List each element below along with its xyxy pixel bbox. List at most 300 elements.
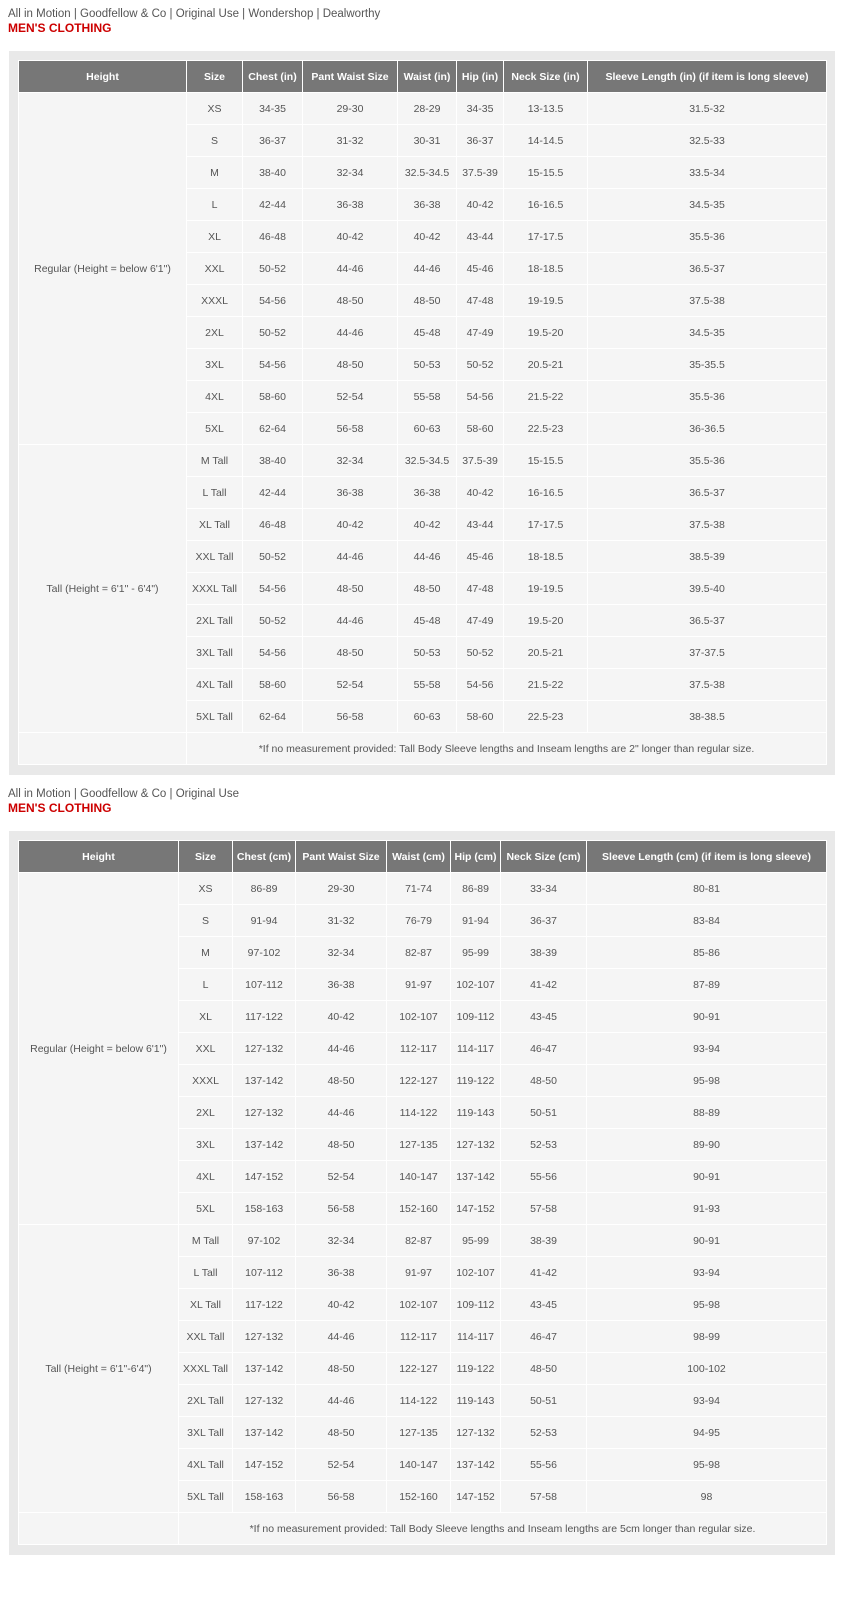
measurement-cell: 43-45 bbox=[501, 1001, 587, 1033]
size-cell: 3XL Tall bbox=[187, 637, 243, 669]
measurement-cell: 55-56 bbox=[501, 1449, 587, 1481]
size-cell: XL bbox=[179, 1001, 233, 1033]
measurement-cell: 102-107 bbox=[451, 969, 501, 1001]
table-row bbox=[19, 873, 827, 905]
size-cell: 4XL Tall bbox=[179, 1449, 233, 1481]
measurement-cell: 82-87 bbox=[387, 1225, 451, 1257]
measurement-cell: 33-34 bbox=[501, 873, 587, 905]
measurement-cell: 54-56 bbox=[243, 573, 303, 605]
table-row bbox=[19, 445, 827, 477]
measurement-cell: 56-58 bbox=[303, 701, 398, 733]
size-cell: XS bbox=[179, 873, 233, 905]
measurement-cell: 36-37 bbox=[457, 125, 504, 157]
column-header: Waist (in) bbox=[398, 61, 457, 93]
measurement-cell: 19-19.5 bbox=[504, 285, 588, 317]
column-header: Neck Size (cm) bbox=[501, 841, 587, 873]
measurement-cell: 40-42 bbox=[398, 509, 457, 541]
footnote: *If no measurement provided: Tall Body Sleeve lengths and Inseam lengths are 2" longer than regular size. bbox=[187, 733, 827, 765]
size-cell: 5XL bbox=[179, 1193, 233, 1225]
measurement-cell: 127-132 bbox=[233, 1097, 296, 1129]
measurement-cell: 102-107 bbox=[387, 1289, 451, 1321]
measurement-cell: 80-81 bbox=[587, 873, 827, 905]
measurement-cell: 18-18.5 bbox=[504, 541, 588, 573]
measurement-cell: 93-94 bbox=[587, 1385, 827, 1417]
footnote: *If no measurement provided: Tall Body Sleeve lengths and Inseam lengths are 5cm longer than regular size. bbox=[179, 1513, 827, 1545]
measurement-cell: 34-35 bbox=[243, 93, 303, 125]
measurement-cell: 40-42 bbox=[457, 477, 504, 509]
measurement-cell: 54-56 bbox=[457, 669, 504, 701]
size-cell: M bbox=[187, 157, 243, 189]
measurement-cell: 147-152 bbox=[451, 1193, 501, 1225]
size-cell: 3XL Tall bbox=[179, 1417, 233, 1449]
measurement-cell: 127-135 bbox=[387, 1129, 451, 1161]
measurement-cell: 34-35 bbox=[457, 93, 504, 125]
size-cell: 5XL bbox=[187, 413, 243, 445]
measurement-cell: 102-107 bbox=[387, 1001, 451, 1033]
measurement-cell: 50-52 bbox=[243, 253, 303, 285]
measurement-cell: 46-48 bbox=[243, 509, 303, 541]
measurement-cell: 91-94 bbox=[451, 905, 501, 937]
section-title: MEN'S CLOTHING bbox=[8, 21, 112, 35]
size-cell: L Tall bbox=[179, 1257, 233, 1289]
measurement-cell: 107-112 bbox=[233, 969, 296, 1001]
measurement-cell: 35.5-36 bbox=[588, 381, 827, 413]
size-cell: XXXL bbox=[179, 1065, 233, 1097]
measurement-cell: 37.5-38 bbox=[588, 285, 827, 317]
measurement-cell: 43-45 bbox=[501, 1289, 587, 1321]
size-cell: XXL bbox=[179, 1033, 233, 1065]
measurement-cell: 32.5-33 bbox=[588, 125, 827, 157]
measurement-cell: 58-60 bbox=[457, 701, 504, 733]
measurement-cell: 122-127 bbox=[387, 1353, 451, 1385]
measurement-cell: 37.5-39 bbox=[457, 445, 504, 477]
measurement-cell: 119-143 bbox=[451, 1385, 501, 1417]
measurement-cell: 19.5-20 bbox=[504, 605, 588, 637]
measurement-cell: 39.5-40 bbox=[588, 573, 827, 605]
measurement-cell: 42-44 bbox=[243, 189, 303, 221]
measurement-cell: 56-58 bbox=[303, 413, 398, 445]
measurement-cell: 52-54 bbox=[303, 381, 398, 413]
measurement-cell: 44-46 bbox=[303, 317, 398, 349]
column-header: Size bbox=[187, 61, 243, 93]
measurement-cell: 62-64 bbox=[243, 413, 303, 445]
measurement-cell: 97-102 bbox=[233, 1225, 296, 1257]
size-cell: XL bbox=[187, 221, 243, 253]
size-cell: M Tall bbox=[179, 1225, 233, 1257]
size-cell: 3XL bbox=[187, 349, 243, 381]
size-chart-inches-table bbox=[18, 60, 827, 765]
size-cell: 4XL Tall bbox=[187, 669, 243, 701]
measurement-cell: 109-112 bbox=[451, 1001, 501, 1033]
measurement-cell: 13-13.5 bbox=[504, 93, 588, 125]
measurement-cell: 107-112 bbox=[233, 1257, 296, 1289]
measurement-cell: 97-102 bbox=[233, 937, 296, 969]
measurement-cell: 117-122 bbox=[233, 1289, 296, 1321]
column-header: Pant Waist Size bbox=[296, 841, 387, 873]
measurement-cell: 127-132 bbox=[233, 1033, 296, 1065]
measurement-cell: 31.5-32 bbox=[588, 93, 827, 125]
measurement-cell: 140-147 bbox=[387, 1161, 451, 1193]
measurement-cell: 117-122 bbox=[233, 1001, 296, 1033]
size-cell: XL Tall bbox=[187, 509, 243, 541]
height-group-label: Tall (Height = 6'1" - 6'4") bbox=[19, 445, 187, 733]
table-row bbox=[19, 93, 827, 125]
size-cell: XXL bbox=[187, 253, 243, 285]
measurement-cell: 36-38 bbox=[398, 477, 457, 509]
measurement-cell: 50-52 bbox=[243, 317, 303, 349]
measurement-cell: 36-37 bbox=[501, 905, 587, 937]
measurement-cell: 127-135 bbox=[387, 1417, 451, 1449]
measurement-cell: 137-142 bbox=[451, 1161, 501, 1193]
measurement-cell: 50-52 bbox=[457, 349, 504, 381]
measurement-cell: 47-48 bbox=[457, 285, 504, 317]
measurement-cell: 36-36.5 bbox=[588, 413, 827, 445]
measurement-cell: 62-64 bbox=[243, 701, 303, 733]
measurement-cell: 36-38 bbox=[296, 969, 387, 1001]
column-header: Neck Size (in) bbox=[504, 61, 588, 93]
column-header: Chest (cm) bbox=[233, 841, 296, 873]
column-header: Sleeve Length (in) (if item is long sleeve) bbox=[588, 61, 827, 93]
measurement-cell: 38-40 bbox=[243, 157, 303, 189]
measurement-cell: 17-17.5 bbox=[504, 509, 588, 541]
measurement-cell: 58-60 bbox=[243, 381, 303, 413]
measurement-cell: 55-56 bbox=[501, 1161, 587, 1193]
measurement-cell: 17-17.5 bbox=[504, 221, 588, 253]
measurement-cell: 22.5-23 bbox=[504, 701, 588, 733]
measurement-cell: 52-53 bbox=[501, 1417, 587, 1449]
measurement-cell: 95-98 bbox=[587, 1289, 827, 1321]
size-cell: 5XL Tall bbox=[179, 1481, 233, 1513]
measurement-cell: 32-34 bbox=[296, 937, 387, 969]
measurement-cell: 41-42 bbox=[501, 969, 587, 1001]
size-chart-cm-table bbox=[18, 840, 827, 1545]
measurement-cell: 95-98 bbox=[587, 1449, 827, 1481]
measurement-cell: 48-50 bbox=[296, 1353, 387, 1385]
measurement-cell: 37-37.5 bbox=[588, 637, 827, 669]
measurement-cell: 89-90 bbox=[587, 1129, 827, 1161]
measurement-cell: 55-58 bbox=[398, 381, 457, 413]
size-cell: S bbox=[187, 125, 243, 157]
measurement-cell: 48-50 bbox=[296, 1065, 387, 1097]
measurement-cell: 36-37 bbox=[243, 125, 303, 157]
measurement-cell: 95-98 bbox=[587, 1065, 827, 1097]
size-cell: XXL Tall bbox=[179, 1321, 233, 1353]
measurement-cell: 32.5-34.5 bbox=[398, 445, 457, 477]
note-row bbox=[19, 733, 827, 765]
measurement-cell: 50-52 bbox=[243, 605, 303, 637]
measurement-cell: 83-84 bbox=[587, 905, 827, 937]
measurement-cell: 147-152 bbox=[451, 1481, 501, 1513]
measurement-cell: 45-48 bbox=[398, 605, 457, 637]
size-cell: 5XL Tall bbox=[187, 701, 243, 733]
measurement-cell: 38-38.5 bbox=[588, 701, 827, 733]
measurement-cell: 137-142 bbox=[233, 1417, 296, 1449]
measurement-cell: 31-32 bbox=[296, 905, 387, 937]
brand-list: All in Motion | Goodfellow & Co | Original Use | Wondershop | Dealworthy bbox=[8, 8, 381, 20]
measurement-cell: 46-47 bbox=[501, 1321, 587, 1353]
measurement-cell: 114-122 bbox=[387, 1385, 451, 1417]
height-group-label: Tall (Height = 6'1"-6'4") bbox=[19, 1225, 179, 1513]
column-header: Hip (in) bbox=[457, 61, 504, 93]
header-row bbox=[19, 841, 827, 873]
measurement-cell: 127-132 bbox=[233, 1385, 296, 1417]
measurement-cell: 30-31 bbox=[398, 125, 457, 157]
measurement-cell: 37.5-38 bbox=[588, 509, 827, 541]
height-group-label: Regular (Height = below 6'1") bbox=[19, 873, 179, 1225]
measurement-cell: 112-117 bbox=[387, 1321, 451, 1353]
measurement-cell: 57-58 bbox=[501, 1193, 587, 1225]
measurement-cell: 90-91 bbox=[587, 1225, 827, 1257]
size-cell: XXXL Tall bbox=[187, 573, 243, 605]
measurement-cell: 38-39 bbox=[501, 937, 587, 969]
measurement-cell: 90-91 bbox=[587, 1161, 827, 1193]
measurement-cell: 36-38 bbox=[303, 189, 398, 221]
measurement-cell: 152-160 bbox=[387, 1193, 451, 1225]
measurement-cell: 38-39 bbox=[501, 1225, 587, 1257]
size-cell: M Tall bbox=[187, 445, 243, 477]
measurement-cell: 21.5-22 bbox=[504, 381, 588, 413]
measurement-cell: 137-142 bbox=[451, 1449, 501, 1481]
measurement-cell: 57-58 bbox=[501, 1481, 587, 1513]
measurement-cell: 19-19.5 bbox=[504, 573, 588, 605]
measurement-cell: 56-58 bbox=[296, 1193, 387, 1225]
measurement-cell: 137-142 bbox=[233, 1065, 296, 1097]
measurement-cell: 50-51 bbox=[501, 1097, 587, 1129]
measurement-cell: 114-122 bbox=[387, 1097, 451, 1129]
measurement-cell: 48-50 bbox=[501, 1353, 587, 1385]
measurement-cell: 52-54 bbox=[303, 669, 398, 701]
measurement-cell: 38.5-39 bbox=[588, 541, 827, 573]
measurement-cell: 90-91 bbox=[587, 1001, 827, 1033]
column-header: Size bbox=[179, 841, 233, 873]
measurement-cell: 48-50 bbox=[303, 285, 398, 317]
size-cell: L bbox=[187, 189, 243, 221]
measurement-cell: 47-49 bbox=[457, 605, 504, 637]
height-group-label: Regular (Height = below 6'1") bbox=[19, 93, 187, 445]
note-row bbox=[19, 1513, 827, 1545]
measurement-cell: 50-52 bbox=[457, 637, 504, 669]
measurement-cell: 147-152 bbox=[233, 1449, 296, 1481]
measurement-cell: 127-132 bbox=[451, 1129, 501, 1161]
measurement-cell: 127-132 bbox=[233, 1321, 296, 1353]
measurement-cell: 86-89 bbox=[451, 873, 501, 905]
column-header: Chest (in) bbox=[243, 61, 303, 93]
measurement-cell: 152-160 bbox=[387, 1481, 451, 1513]
measurement-cell: 48-50 bbox=[501, 1065, 587, 1097]
size-cell: 2XL bbox=[187, 317, 243, 349]
measurement-cell: 52-54 bbox=[296, 1161, 387, 1193]
measurement-cell: 35.5-36 bbox=[588, 445, 827, 477]
measurement-cell: 95-99 bbox=[451, 1225, 501, 1257]
size-cell: L Tall bbox=[187, 477, 243, 509]
measurement-cell: 48-50 bbox=[303, 573, 398, 605]
measurement-cell: 85-86 bbox=[587, 937, 827, 969]
measurement-cell: 44-46 bbox=[303, 605, 398, 637]
measurement-cell: 88-89 bbox=[587, 1097, 827, 1129]
measurement-cell: 102-107 bbox=[451, 1257, 501, 1289]
measurement-cell: 91-94 bbox=[233, 905, 296, 937]
measurement-cell: 114-117 bbox=[451, 1033, 501, 1065]
measurement-cell: 33.5-34 bbox=[588, 157, 827, 189]
size-chart-inches-section bbox=[0, 8, 859, 778]
measurement-cell: 35-35.5 bbox=[588, 349, 827, 381]
measurement-cell: 48-50 bbox=[296, 1129, 387, 1161]
measurement-cell: 158-163 bbox=[233, 1481, 296, 1513]
measurement-cell: 56-58 bbox=[296, 1481, 387, 1513]
measurement-cell: 44-46 bbox=[296, 1385, 387, 1417]
measurement-cell: 16-16.5 bbox=[504, 477, 588, 509]
size-cell: S bbox=[179, 905, 233, 937]
measurement-cell: 44-46 bbox=[398, 541, 457, 573]
measurement-cell: 40-42 bbox=[303, 509, 398, 541]
size-chart-cm-section bbox=[0, 788, 859, 1600]
measurement-cell: 40-42 bbox=[303, 221, 398, 253]
measurement-cell: 50-53 bbox=[398, 637, 457, 669]
measurement-cell: 32-34 bbox=[296, 1225, 387, 1257]
measurement-cell: 36-38 bbox=[296, 1257, 387, 1289]
measurement-cell: 46-47 bbox=[501, 1033, 587, 1065]
measurement-cell: 44-46 bbox=[303, 253, 398, 285]
size-cell: XS bbox=[187, 93, 243, 125]
measurement-cell: 93-94 bbox=[587, 1033, 827, 1065]
measurement-cell: 43-44 bbox=[457, 509, 504, 541]
measurement-cell: 44-46 bbox=[398, 253, 457, 285]
measurement-cell: 44-46 bbox=[296, 1321, 387, 1353]
measurement-cell: 98-99 bbox=[587, 1321, 827, 1353]
measurement-cell: 137-142 bbox=[233, 1353, 296, 1385]
size-chart-frame bbox=[9, 51, 835, 775]
measurement-cell: 28-29 bbox=[398, 93, 457, 125]
measurement-cell: 32-34 bbox=[303, 157, 398, 189]
measurement-cell: 158-163 bbox=[233, 1193, 296, 1225]
measurement-cell: 50-53 bbox=[398, 349, 457, 381]
measurement-cell: 21.5-22 bbox=[504, 669, 588, 701]
measurement-cell: 44-46 bbox=[296, 1097, 387, 1129]
measurement-cell: 87-89 bbox=[587, 969, 827, 1001]
measurement-cell: 48-50 bbox=[303, 637, 398, 669]
measurement-cell: 15-15.5 bbox=[504, 445, 588, 477]
size-cell: 4XL bbox=[187, 381, 243, 413]
measurement-cell: 54-56 bbox=[243, 285, 303, 317]
measurement-cell: 48-50 bbox=[398, 285, 457, 317]
measurement-cell: 43-44 bbox=[457, 221, 504, 253]
measurement-cell: 20.5-21 bbox=[504, 349, 588, 381]
header-row bbox=[19, 61, 827, 93]
measurement-cell: 76-79 bbox=[387, 905, 451, 937]
size-chart-frame bbox=[9, 831, 835, 1555]
size-cell: 4XL bbox=[179, 1161, 233, 1193]
measurement-cell: 86-89 bbox=[233, 873, 296, 905]
measurement-cell: 16-16.5 bbox=[504, 189, 588, 221]
measurement-cell: 114-117 bbox=[451, 1321, 501, 1353]
measurement-cell: 91-93 bbox=[587, 1193, 827, 1225]
measurement-cell: 91-97 bbox=[387, 1257, 451, 1289]
measurement-cell: 40-42 bbox=[296, 1289, 387, 1321]
measurement-cell: 14-14.5 bbox=[504, 125, 588, 157]
column-header: Height bbox=[19, 61, 187, 93]
measurement-cell: 48-50 bbox=[303, 349, 398, 381]
column-header: Hip (cm) bbox=[451, 841, 501, 873]
measurement-cell: 54-56 bbox=[243, 637, 303, 669]
measurement-cell: 54-56 bbox=[457, 381, 504, 413]
size-cell: XXXL bbox=[187, 285, 243, 317]
measurement-cell: 18-18.5 bbox=[504, 253, 588, 285]
size-cell: XXL Tall bbox=[187, 541, 243, 573]
measurement-cell: 38-40 bbox=[243, 445, 303, 477]
measurement-cell: 19.5-20 bbox=[504, 317, 588, 349]
measurement-cell: 48-50 bbox=[398, 573, 457, 605]
measurement-cell: 95-99 bbox=[451, 937, 501, 969]
measurement-cell: 54-56 bbox=[243, 349, 303, 381]
measurement-cell: 122-127 bbox=[387, 1065, 451, 1097]
measurement-cell: 47-48 bbox=[457, 573, 504, 605]
measurement-cell: 98 bbox=[587, 1481, 827, 1513]
measurement-cell: 37.5-38 bbox=[588, 669, 827, 701]
size-cell: L bbox=[179, 969, 233, 1001]
measurement-cell: 93-94 bbox=[587, 1257, 827, 1289]
measurement-cell: 147-152 bbox=[233, 1161, 296, 1193]
measurement-cell: 20.5-21 bbox=[504, 637, 588, 669]
measurement-cell: 71-74 bbox=[387, 873, 451, 905]
measurement-cell: 40-42 bbox=[457, 189, 504, 221]
measurement-cell: 31-32 bbox=[303, 125, 398, 157]
measurement-cell: 58-60 bbox=[457, 413, 504, 445]
measurement-cell: 60-63 bbox=[398, 413, 457, 445]
measurement-cell: 45-46 bbox=[457, 253, 504, 285]
size-cell: XL Tall bbox=[179, 1289, 233, 1321]
measurement-cell: 44-46 bbox=[296, 1033, 387, 1065]
measurement-cell: 34.5-35 bbox=[588, 189, 827, 221]
measurement-cell: 32-34 bbox=[303, 445, 398, 477]
measurement-cell: 58-60 bbox=[243, 669, 303, 701]
measurement-cell: 32.5-34.5 bbox=[398, 157, 457, 189]
size-cell: 2XL Tall bbox=[179, 1385, 233, 1417]
measurement-cell: 46-48 bbox=[243, 221, 303, 253]
measurement-cell: 50-51 bbox=[501, 1385, 587, 1417]
measurement-cell: 29-30 bbox=[303, 93, 398, 125]
measurement-cell: 36-38 bbox=[303, 477, 398, 509]
measurement-cell: 36-38 bbox=[398, 189, 457, 221]
measurement-cell: 44-46 bbox=[303, 541, 398, 573]
measurement-cell: 22.5-23 bbox=[504, 413, 588, 445]
measurement-cell: 55-58 bbox=[398, 669, 457, 701]
measurement-cell: 29-30 bbox=[296, 873, 387, 905]
size-cell: M bbox=[179, 937, 233, 969]
measurement-cell: 45-46 bbox=[457, 541, 504, 573]
measurement-cell: 42-44 bbox=[243, 477, 303, 509]
measurement-cell: 109-112 bbox=[451, 1289, 501, 1321]
measurement-cell: 137-142 bbox=[233, 1129, 296, 1161]
measurement-cell: 40-42 bbox=[296, 1001, 387, 1033]
column-header: Sleeve Length (cm) (if item is long sleeve) bbox=[587, 841, 827, 873]
note-spacer bbox=[19, 1513, 179, 1545]
note-spacer bbox=[19, 733, 187, 765]
measurement-cell: 50-52 bbox=[243, 541, 303, 573]
measurement-cell: 94-95 bbox=[587, 1417, 827, 1449]
measurement-cell: 37.5-39 bbox=[457, 157, 504, 189]
brand-list: All in Motion | Goodfellow & Co | Original Use bbox=[8, 788, 239, 800]
measurement-cell: 45-48 bbox=[398, 317, 457, 349]
size-cell: 2XL bbox=[179, 1097, 233, 1129]
measurement-cell: 119-122 bbox=[451, 1353, 501, 1385]
measurement-cell: 48-50 bbox=[296, 1417, 387, 1449]
measurement-cell: 100-102 bbox=[587, 1353, 827, 1385]
measurement-cell: 34.5-35 bbox=[588, 317, 827, 349]
size-cell: 3XL bbox=[179, 1129, 233, 1161]
measurement-cell: 36.5-37 bbox=[588, 477, 827, 509]
measurement-cell: 36.5-37 bbox=[588, 253, 827, 285]
measurement-cell: 60-63 bbox=[398, 701, 457, 733]
